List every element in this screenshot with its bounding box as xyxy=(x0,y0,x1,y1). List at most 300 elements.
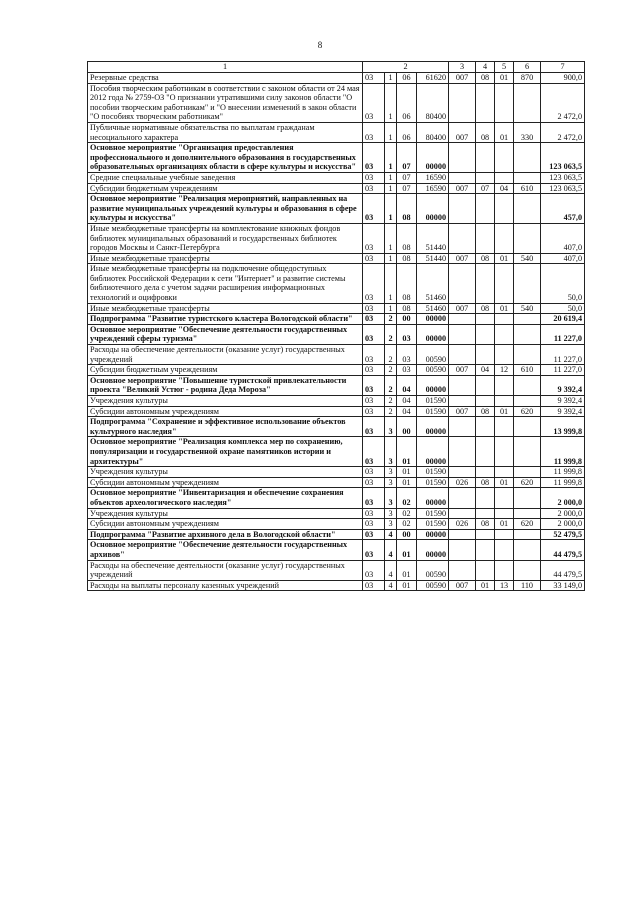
subsection-code: 01 xyxy=(495,73,514,84)
code-part-3: 07 xyxy=(397,172,417,183)
subsection-code xyxy=(495,314,514,325)
amount-cell: 2 472,0 xyxy=(541,122,585,142)
amount-cell: 900,0 xyxy=(541,73,585,84)
amount-cell: 11 999,8 xyxy=(541,477,585,488)
page-number: 8 xyxy=(317,40,323,50)
table-row xyxy=(88,437,585,467)
subsection-code xyxy=(495,560,514,580)
header-col-7: 7 xyxy=(541,62,585,73)
code-part-2: 2 xyxy=(385,314,397,325)
code-part-3: 08 xyxy=(397,223,417,253)
code-part-1: 03 xyxy=(363,519,385,530)
expense-type-code xyxy=(514,83,541,122)
code-part-1: 03 xyxy=(363,580,385,591)
amount-cell: 52 479,5 xyxy=(541,529,585,540)
ministry-code: 026 xyxy=(449,477,476,488)
header-col-3: 3 xyxy=(449,62,476,73)
code-part-1: 03 xyxy=(363,264,385,303)
code-part-3: 01 xyxy=(397,477,417,488)
table-row xyxy=(88,83,585,122)
expense-type-code xyxy=(514,529,541,540)
subsection-code xyxy=(495,172,514,183)
row-name-cell: Основное мероприятие "Обеспечение деятельности государственных архивов" xyxy=(88,540,363,560)
expense-type-code xyxy=(514,437,541,467)
ministry-code: 007 xyxy=(449,122,476,142)
ministry-code xyxy=(449,529,476,540)
amount-cell: 9 392,4 xyxy=(541,375,585,395)
expense-type-code xyxy=(514,508,541,519)
subsection-code: 01 xyxy=(495,477,514,488)
ministry-code: 007 xyxy=(449,73,476,84)
row-name-cell: Основное мероприятие "Обеспечение деятельности государственных учреждений сферы туризма" xyxy=(88,324,363,344)
table-row xyxy=(88,253,585,264)
row-name-cell: Расходы на выплаты персоналу казенных учреждений xyxy=(88,580,363,591)
row-name-cell: Резервные средства xyxy=(88,73,363,84)
code-part-4: 51460 xyxy=(417,303,449,314)
table-row xyxy=(88,314,585,325)
code-part-1: 03 xyxy=(363,73,385,84)
amount-cell: 44 479,5 xyxy=(541,560,585,580)
code-part-1: 03 xyxy=(363,396,385,407)
code-part-1: 03 xyxy=(363,508,385,519)
code-part-1: 03 xyxy=(363,477,385,488)
expense-type-code xyxy=(514,264,541,303)
code-part-4: 01590 xyxy=(417,508,449,519)
code-part-4: 01590 xyxy=(417,519,449,530)
code-part-2: 2 xyxy=(385,396,397,407)
section-code xyxy=(476,143,495,173)
subsection-code xyxy=(495,437,514,467)
section-code: 08 xyxy=(476,406,495,417)
header-col-4: 4 xyxy=(476,62,495,73)
section-code: 04 xyxy=(476,365,495,376)
code-part-2: 3 xyxy=(385,417,397,437)
row-name-cell: Основное мероприятие "Организация предоставления профессионального и дополнительного образования в государственных образовательных организациях области в сфере культуры и искусства" xyxy=(88,143,363,173)
code-part-1: 03 xyxy=(363,324,385,344)
code-part-4: 00000 xyxy=(417,437,449,467)
subsection-code: 01 xyxy=(495,303,514,314)
row-name-cell: Субсидии автономным учреждениям xyxy=(88,406,363,417)
code-part-4: 01590 xyxy=(417,467,449,478)
section-code xyxy=(476,560,495,580)
code-part-4: 01590 xyxy=(417,406,449,417)
code-part-3: 02 xyxy=(397,488,417,508)
code-part-4: 00000 xyxy=(417,314,449,325)
ministry-code xyxy=(449,314,476,325)
table-row xyxy=(88,417,585,437)
row-name-cell: Основное мероприятие "Реализация комплекса мер по сохранению, популяризации и государственной охране памятников истории и архитектуры" xyxy=(88,437,363,467)
expense-type-code xyxy=(514,194,541,224)
ministry-code xyxy=(449,560,476,580)
section-code: 08 xyxy=(476,477,495,488)
code-part-4: 01590 xyxy=(417,396,449,407)
code-part-3: 04 xyxy=(397,375,417,395)
code-part-2: 1 xyxy=(385,194,397,224)
row-name-cell: Учреждения культуры xyxy=(88,508,363,519)
code-part-2: 1 xyxy=(385,183,397,194)
row-name-cell: Субсидии автономным учреждениям xyxy=(88,519,363,530)
code-part-1: 03 xyxy=(363,194,385,224)
section-code xyxy=(476,324,495,344)
code-part-3: 03 xyxy=(397,324,417,344)
ministry-code xyxy=(449,264,476,303)
ministry-code xyxy=(449,437,476,467)
section-code: 08 xyxy=(476,253,495,264)
amount-cell: 20 619,4 xyxy=(541,314,585,325)
row-name-cell: Иные межбюджетные трансферты на подключение общедоступных библиотек Российской Федерации к сети "Интернет" и развитие системы библиотечного дела с учетом задачи расширения информационных технологий и оцифровки xyxy=(88,264,363,303)
code-part-3: 01 xyxy=(397,580,417,591)
code-part-4: 80400 xyxy=(417,122,449,142)
row-name-cell: Иные межбюджетные трансферты xyxy=(88,253,363,264)
subsection-code: 13 xyxy=(495,580,514,591)
code-part-4: 51460 xyxy=(417,264,449,303)
section-code xyxy=(476,223,495,253)
code-part-4: 00000 xyxy=(417,488,449,508)
code-part-4: 00000 xyxy=(417,324,449,344)
code-part-4: 00000 xyxy=(417,529,449,540)
row-name-cell: Публичные нормативные обязательства по выплатам гражданам несоциального характера xyxy=(88,122,363,142)
code-part-1: 03 xyxy=(363,172,385,183)
code-part-2: 2 xyxy=(385,406,397,417)
row-name-cell: Субсидии бюджетным учреждениям xyxy=(88,183,363,194)
section-code: 07 xyxy=(476,183,495,194)
code-part-2: 1 xyxy=(385,253,397,264)
code-part-3: 06 xyxy=(397,83,417,122)
expense-type-code: 540 xyxy=(514,303,541,314)
row-name-cell: Расходы на обеспечение деятельности (оказание услуг) государственных учреждений xyxy=(88,345,363,365)
row-name-cell: Основное мероприятие "Реализация мероприятий, направленных на развитие муниципальных учреждений культуры и образования в сфере культуры и искусства" xyxy=(88,194,363,224)
ministry-code xyxy=(449,375,476,395)
header-col-6: 6 xyxy=(514,62,541,73)
code-part-1: 03 xyxy=(363,488,385,508)
row-name-cell: Иные межбюджетные трансферты xyxy=(88,303,363,314)
table-row xyxy=(88,122,585,142)
table-row xyxy=(88,477,585,488)
header-row xyxy=(88,62,585,73)
subsection-code xyxy=(495,324,514,344)
ministry-code: 007 xyxy=(449,365,476,376)
code-part-4: 00000 xyxy=(417,194,449,224)
table-row xyxy=(88,488,585,508)
expense-type-code: 540 xyxy=(514,253,541,264)
ministry-code: 026 xyxy=(449,519,476,530)
code-part-2: 3 xyxy=(385,519,397,530)
amount-cell: 11 999,8 xyxy=(541,437,585,467)
table-row xyxy=(88,375,585,395)
ministry-code: 007 xyxy=(449,580,476,591)
section-code: 08 xyxy=(476,519,495,530)
table-row xyxy=(88,519,585,530)
code-part-4: 80400 xyxy=(417,83,449,122)
expense-type-code xyxy=(514,143,541,173)
code-part-3: 01 xyxy=(397,437,417,467)
row-name-cell: Подпрограмма "Сохранение и эффективное использование объектов культурного наследия" xyxy=(88,417,363,437)
section-code xyxy=(476,83,495,122)
code-part-3: 06 xyxy=(397,73,417,84)
row-name-cell: Основное мероприятие "Инвентаризация и обеспечение сохранения объектов археологического наследия" xyxy=(88,488,363,508)
code-part-2: 2 xyxy=(385,365,397,376)
table-row xyxy=(88,580,585,591)
amount-cell: 9 392,4 xyxy=(541,406,585,417)
code-part-3: 08 xyxy=(397,194,417,224)
amount-cell: 123 063,5 xyxy=(541,143,585,173)
row-name-cell: Учреждения культуры xyxy=(88,396,363,407)
section-code xyxy=(476,508,495,519)
subsection-code xyxy=(495,417,514,437)
ministry-code: 007 xyxy=(449,406,476,417)
expense-type-code: 620 xyxy=(514,406,541,417)
code-part-3: 04 xyxy=(397,406,417,417)
code-part-3: 07 xyxy=(397,143,417,173)
code-part-4: 01590 xyxy=(417,477,449,488)
subsection-code: 01 xyxy=(495,519,514,530)
table-row xyxy=(88,560,585,580)
section-code xyxy=(476,467,495,478)
section-code: 01 xyxy=(476,580,495,591)
subsection-code: 01 xyxy=(495,253,514,264)
code-part-1: 03 xyxy=(363,437,385,467)
code-part-4: 00000 xyxy=(417,417,449,437)
ministry-code xyxy=(449,396,476,407)
code-part-4: 00000 xyxy=(417,143,449,173)
code-part-2: 1 xyxy=(385,303,397,314)
ministry-code xyxy=(449,143,476,173)
table-row xyxy=(88,303,585,314)
ministry-code xyxy=(449,488,476,508)
code-part-2: 3 xyxy=(385,488,397,508)
table-row xyxy=(88,183,585,194)
code-part-1: 03 xyxy=(363,540,385,560)
row-name-cell: Расходы на обеспечение деятельности (оказание услуг) государственных учреждений xyxy=(88,560,363,580)
header-col-1: 1 xyxy=(88,62,363,73)
row-name-cell: Подпрограмма "Развитие архивного дела в Вологодской области" xyxy=(88,529,363,540)
expense-type-code xyxy=(514,172,541,183)
expense-type-code xyxy=(514,223,541,253)
code-part-3: 01 xyxy=(397,560,417,580)
amount-cell: 11 999,8 xyxy=(541,467,585,478)
code-part-3: 03 xyxy=(397,365,417,376)
code-part-1: 03 xyxy=(363,303,385,314)
code-part-1: 03 xyxy=(363,83,385,122)
expense-type-code: 610 xyxy=(514,365,541,376)
table-row xyxy=(88,324,585,344)
expense-type-code xyxy=(514,540,541,560)
code-part-1: 03 xyxy=(363,183,385,194)
ministry-code xyxy=(449,223,476,253)
ministry-code xyxy=(449,194,476,224)
code-part-2: 1 xyxy=(385,143,397,173)
code-part-2: 4 xyxy=(385,560,397,580)
subsection-code xyxy=(495,223,514,253)
subsection-code xyxy=(495,467,514,478)
code-part-3: 08 xyxy=(397,303,417,314)
table-row xyxy=(88,529,585,540)
code-part-3: 08 xyxy=(397,264,417,303)
amount-cell: 44 479,5 xyxy=(541,540,585,560)
section-code xyxy=(476,314,495,325)
code-part-1: 03 xyxy=(363,143,385,173)
code-part-1: 03 xyxy=(363,560,385,580)
code-part-4: 00590 xyxy=(417,560,449,580)
code-part-4: 00590 xyxy=(417,580,449,591)
table-row xyxy=(88,406,585,417)
code-part-3: 07 xyxy=(397,183,417,194)
row-name-cell: Учреждения культуры xyxy=(88,467,363,478)
amount-cell: 9 392,4 xyxy=(541,396,585,407)
code-part-4: 00000 xyxy=(417,540,449,560)
expense-type-code xyxy=(514,560,541,580)
section-code xyxy=(476,345,495,365)
ministry-code xyxy=(449,324,476,344)
code-part-2: 1 xyxy=(385,172,397,183)
section-code xyxy=(476,396,495,407)
ministry-code xyxy=(449,467,476,478)
table-row xyxy=(88,345,585,365)
code-part-3: 01 xyxy=(397,540,417,560)
subsection-code xyxy=(495,508,514,519)
row-name-cell: Субсидии бюджетным учреждениям xyxy=(88,365,363,376)
expense-type-code xyxy=(514,488,541,508)
expense-type-code: 620 xyxy=(514,519,541,530)
ministry-code xyxy=(449,83,476,122)
subsection-code xyxy=(495,488,514,508)
subsection-code: 01 xyxy=(495,122,514,142)
expense-type-code xyxy=(514,314,541,325)
code-part-2: 3 xyxy=(385,477,397,488)
code-part-4: 51440 xyxy=(417,253,449,264)
code-part-2: 4 xyxy=(385,540,397,560)
code-part-4: 61620 xyxy=(417,73,449,84)
row-name-cell: Субсидии автономным учреждениям xyxy=(88,477,363,488)
code-part-3: 06 xyxy=(397,122,417,142)
subsection-code xyxy=(495,396,514,407)
code-part-4: 00590 xyxy=(417,365,449,376)
code-part-1: 03 xyxy=(363,253,385,264)
amount-cell: 407,0 xyxy=(541,253,585,264)
code-part-2: 2 xyxy=(385,345,397,365)
table-row xyxy=(88,172,585,183)
expense-type-code: 870 xyxy=(514,73,541,84)
amount-cell: 2 472,0 xyxy=(541,83,585,122)
amount-cell: 11 227,0 xyxy=(541,324,585,344)
section-code xyxy=(476,529,495,540)
table-row xyxy=(88,467,585,478)
code-part-1: 03 xyxy=(363,417,385,437)
subsection-code xyxy=(495,540,514,560)
ministry-code xyxy=(449,508,476,519)
table-row xyxy=(88,365,585,376)
ministry-code xyxy=(449,417,476,437)
section-code xyxy=(476,375,495,395)
amount-cell: 11 227,0 xyxy=(541,365,585,376)
section-code xyxy=(476,264,495,303)
subsection-code: 04 xyxy=(495,183,514,194)
code-part-2: 2 xyxy=(385,375,397,395)
code-part-4: 00590 xyxy=(417,345,449,365)
amount-cell: 2 000,0 xyxy=(541,508,585,519)
amount-cell: 457,0 xyxy=(541,194,585,224)
code-part-3: 00 xyxy=(397,417,417,437)
row-name-cell: Средние специальные учебные заведения xyxy=(88,172,363,183)
code-part-4: 51440 xyxy=(417,223,449,253)
code-part-3: 04 xyxy=(397,396,417,407)
ministry-code xyxy=(449,172,476,183)
section-code xyxy=(476,540,495,560)
amount-cell: 2 000,0 xyxy=(541,488,585,508)
section-code: 08 xyxy=(476,303,495,314)
amount-cell: 123 063,5 xyxy=(541,172,585,183)
subsection-code xyxy=(495,529,514,540)
header-col-5: 5 xyxy=(495,62,514,73)
code-part-1: 03 xyxy=(363,467,385,478)
subsection-code xyxy=(495,83,514,122)
amount-cell: 13 999,8 xyxy=(541,417,585,437)
code-part-2: 1 xyxy=(385,122,397,142)
code-part-3: 00 xyxy=(397,314,417,325)
code-part-1: 03 xyxy=(363,406,385,417)
table-row xyxy=(88,143,585,173)
section-code xyxy=(476,172,495,183)
code-part-2: 1 xyxy=(385,83,397,122)
code-part-2: 3 xyxy=(385,437,397,467)
row-name-cell: Иные межбюджетные трансферты на комплектование книжных фондов библиотек муниципальных образований и государственных библиотек городов Москвы и Санкт-Петербурга xyxy=(88,223,363,253)
ministry-code: 007 xyxy=(449,303,476,314)
code-part-3: 08 xyxy=(397,253,417,264)
ministry-code: 007 xyxy=(449,253,476,264)
amount-cell: 50,0 xyxy=(541,264,585,303)
ministry-code: 007 xyxy=(449,183,476,194)
amount-cell: 123 063,5 xyxy=(541,183,585,194)
expense-type-code: 110 xyxy=(514,580,541,591)
section-code: 08 xyxy=(476,73,495,84)
code-part-2: 1 xyxy=(385,264,397,303)
code-part-1: 03 xyxy=(363,223,385,253)
expense-type-code: 610 xyxy=(514,183,541,194)
code-part-4: 00000 xyxy=(417,375,449,395)
code-part-3: 03 xyxy=(397,345,417,365)
expense-type-code: 620 xyxy=(514,477,541,488)
amount-cell: 2 000,0 xyxy=(541,519,585,530)
table-row xyxy=(88,264,585,303)
table-row xyxy=(88,223,585,253)
subsection-code xyxy=(495,264,514,303)
amount-cell: 33 149,0 xyxy=(541,580,585,591)
ministry-code xyxy=(449,540,476,560)
code-part-2: 3 xyxy=(385,508,397,519)
code-part-2: 1 xyxy=(385,223,397,253)
section-code xyxy=(476,437,495,467)
code-part-3: 02 xyxy=(397,519,417,530)
code-part-1: 03 xyxy=(363,529,385,540)
code-part-1: 03 xyxy=(363,314,385,325)
section-code xyxy=(476,488,495,508)
table-row xyxy=(88,508,585,519)
subsection-code xyxy=(495,345,514,365)
amount-cell: 11 227,0 xyxy=(541,345,585,365)
ministry-code xyxy=(449,345,476,365)
code-part-2: 4 xyxy=(385,529,397,540)
code-part-2: 4 xyxy=(385,580,397,591)
subsection-code xyxy=(495,143,514,173)
code-part-3: 00 xyxy=(397,529,417,540)
expense-type-code xyxy=(514,467,541,478)
expense-type-code xyxy=(514,417,541,437)
subsection-code: 01 xyxy=(495,406,514,417)
row-name-cell: Основное мероприятие "Повышение туристской привлекательности проекта "Великий Устюг - родина Деда Мороза" xyxy=(88,375,363,395)
code-part-3: 01 xyxy=(397,467,417,478)
table-row xyxy=(88,73,585,84)
subsection-code: 12 xyxy=(495,365,514,376)
